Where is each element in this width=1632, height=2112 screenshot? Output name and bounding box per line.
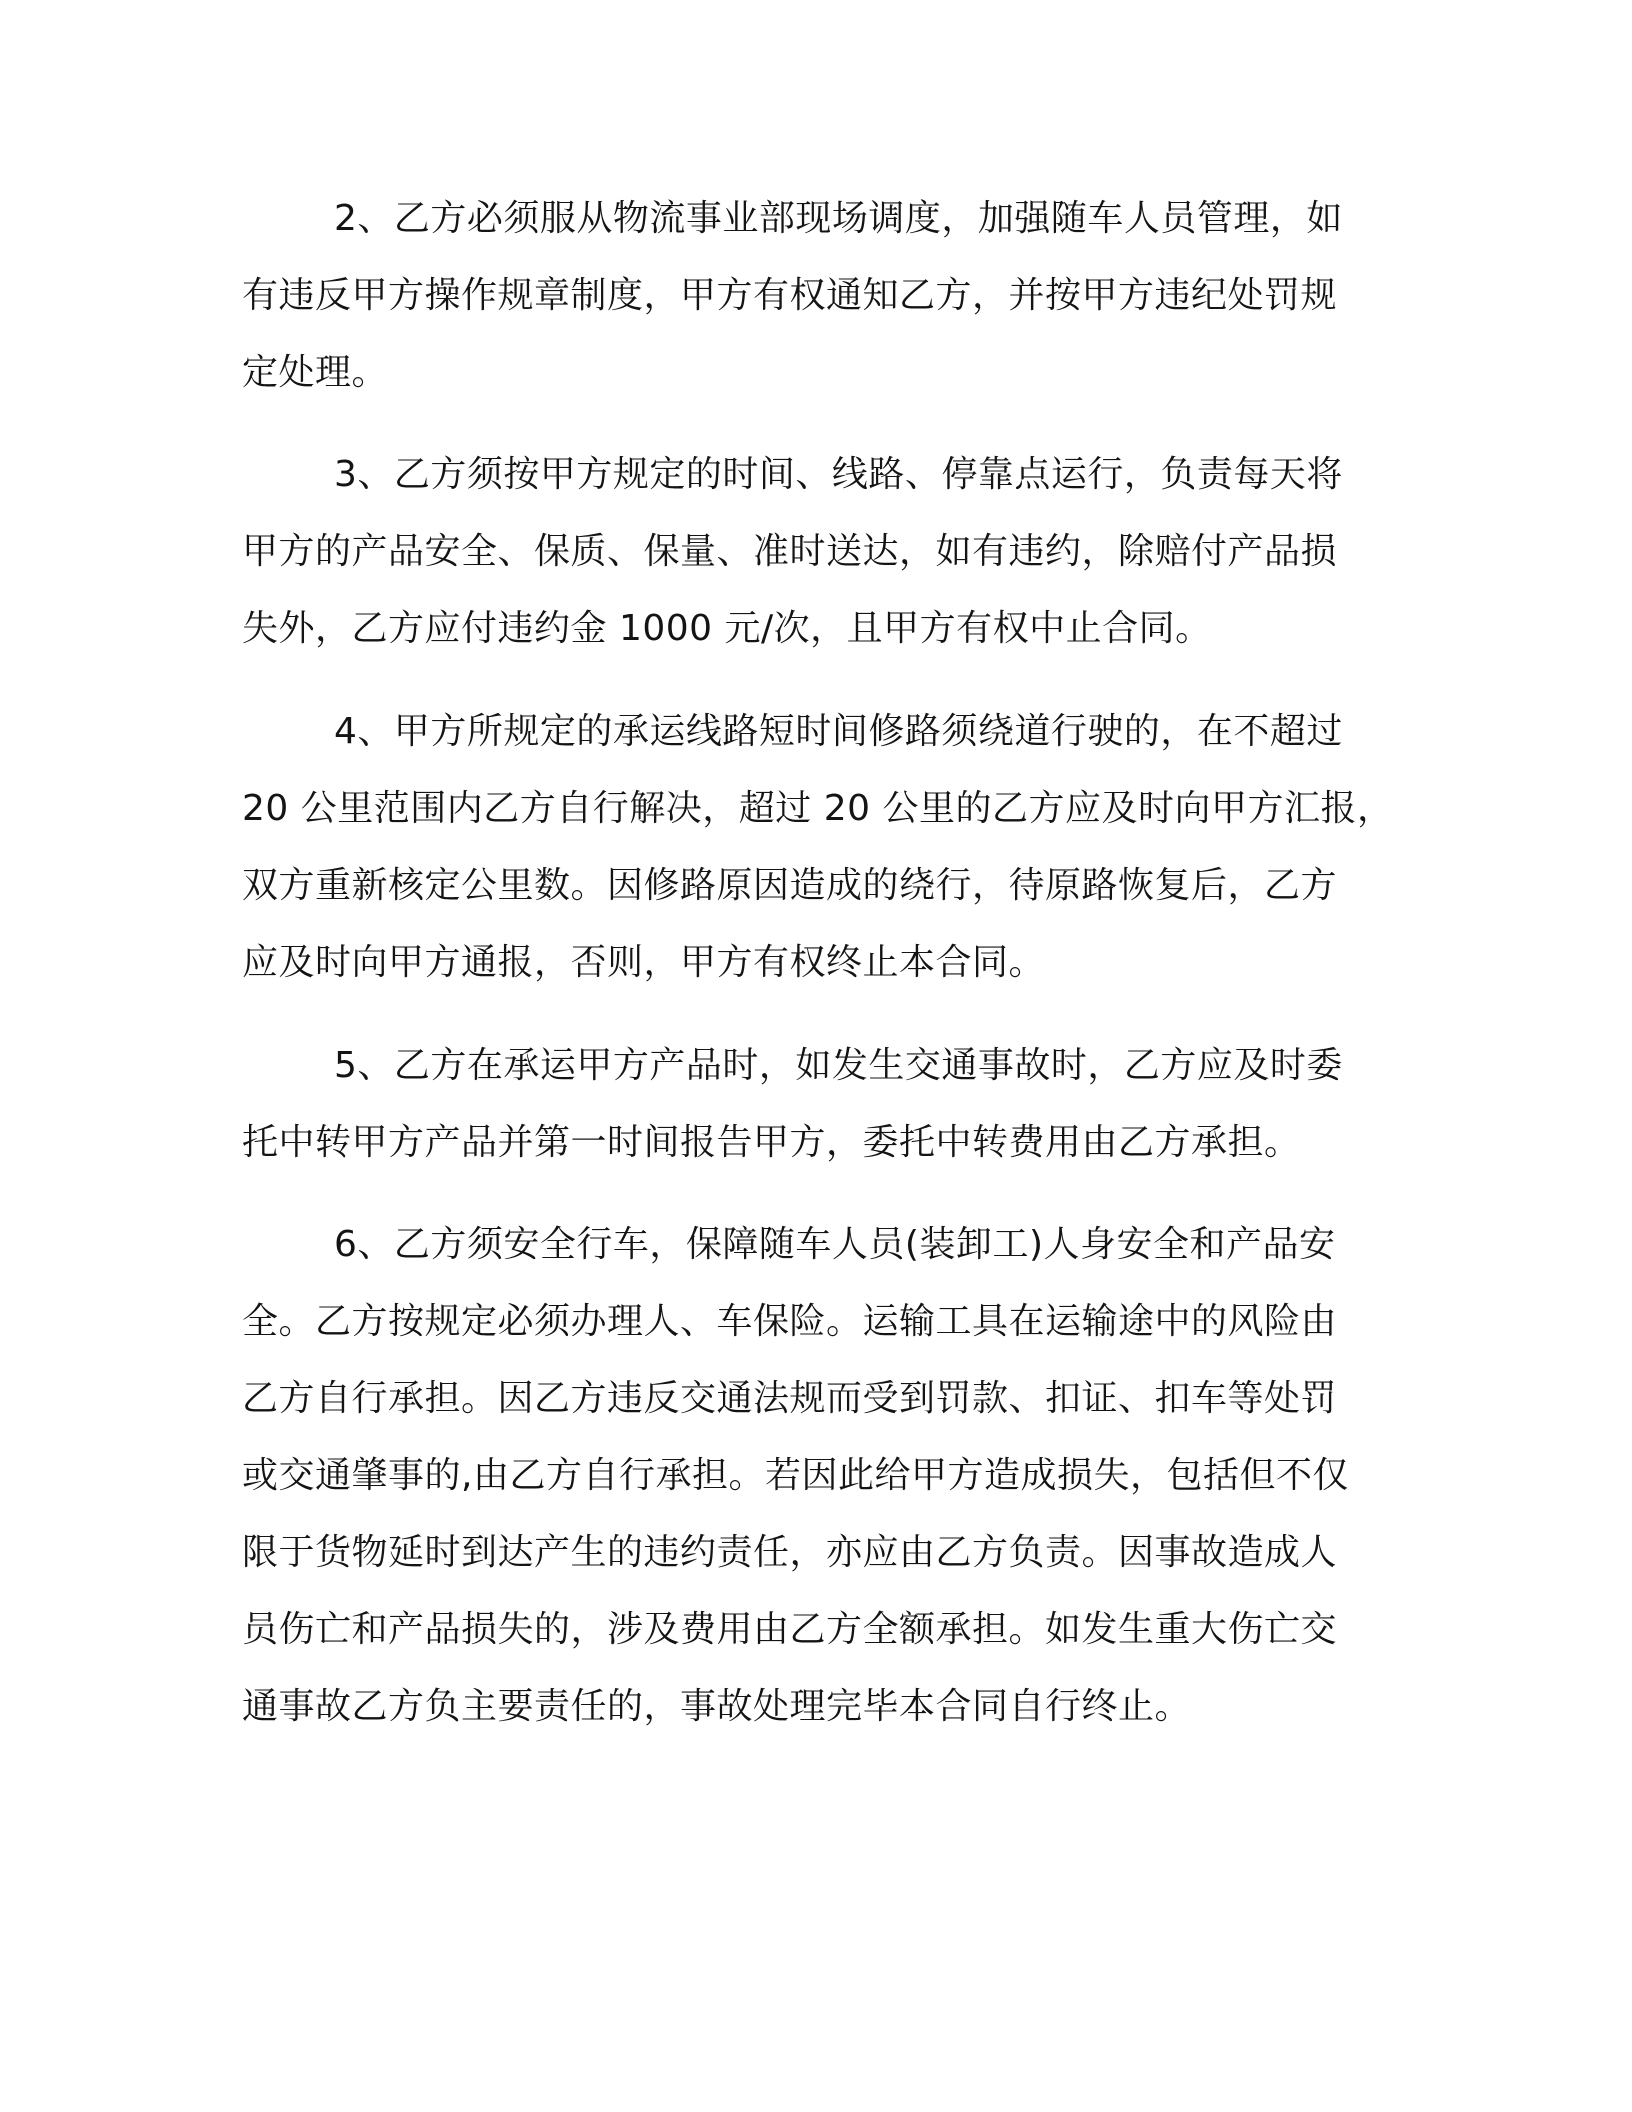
- clause-6-line-7: 通事故乙方负主要责任的，事故处理完毕本合同自行终止。: [242, 1686, 1192, 1727]
- clause-2-line-1: 2、乙方必须服从物流事业部现场调度，加强随车人员管理，如: [334, 198, 1343, 239]
- clause-2-line-2: 有违反甲方操作规章制度，甲方有权通知乙方，并按甲方违纪处罚规: [242, 275, 1338, 316]
- clause-6-line-3: 乙方自行承担。因乙方违反交通法规而受到罚款、扣证、扣车等处罚: [242, 1378, 1338, 1419]
- clause-3: [242, 436, 1372, 667]
- clause-6: [242, 1206, 1372, 1745]
- clause-2: [242, 180, 1372, 411]
- clause-3-line-2: 甲方的产品安全、保质、保量、准时送达，如有违约，除赔付产品损: [242, 531, 1338, 572]
- clause-5-line-1: 5、乙方在承运甲方产品时，如发生交通事故时，乙方应及时委: [334, 1045, 1343, 1086]
- clause-3-line-1: 3、乙方须按甲方规定的时间、线路、停靠点运行，负责每天将: [334, 454, 1343, 495]
- clause-5-line-2: 托中转甲方产品并第一时间报告甲方，委托中转费用由乙方承担。: [242, 1122, 1301, 1163]
- clause-4-line-2: 20 公里范围内乙方自行解决，超过 20 公里的乙方应及时向甲方汇报，: [242, 788, 1394, 829]
- clause-2-line-3: 定处理。: [242, 352, 389, 393]
- clause-5: [242, 1027, 1372, 1181]
- clause-4-line-3: 双方重新核定公里数。因修路原因造成的绕行，待原路恢复后，乙方: [242, 865, 1338, 906]
- clause-6-line-1: 6、乙方须安全行车，保障随车人员(装卸工)人身安全和产品安: [334, 1224, 1336, 1265]
- clause-4-line-1: 4、甲方所规定的承运线路短时间修路须绕道行驶的，在不超过: [334, 711, 1343, 752]
- clause-4-line-4: 应及时向甲方通报，否则，甲方有权终止本合同。: [242, 942, 1046, 983]
- clause-6-line-5: 限于货物延时到达产生的违约责任，亦应由乙方负责。因事故造成人: [242, 1532, 1338, 1573]
- clause-4: [242, 693, 1394, 1001]
- clause-6-line-2: 全。乙方按规定必须办理人、车保险。运输工具在运输途中的风险由: [242, 1301, 1338, 1342]
- clause-6-line-4: 或交通肇事的,由乙方自行承担。若因此给甲方造成损失，包括但不仅: [242, 1455, 1349, 1496]
- clause-6-line-6: 员伤亡和产品损失的，涉及费用由乙方全额承担。如发生重大伤亡交: [242, 1609, 1338, 1650]
- clause-3-line-3: 失外，乙方应付违约金 1000 元/次，且甲方有权中止合同。: [242, 608, 1212, 649]
